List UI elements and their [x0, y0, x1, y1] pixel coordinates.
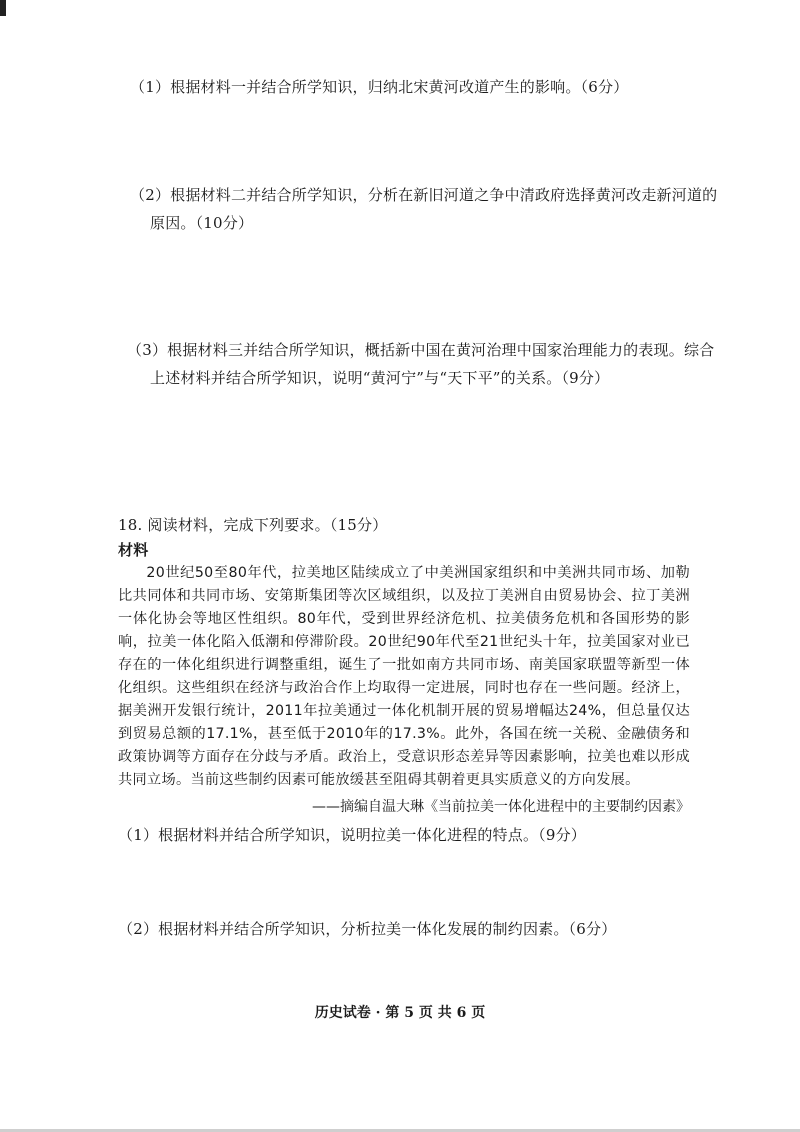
- scan-mark: [0, 0, 6, 16]
- page-footer: 历史试卷 · 第 5 页 共 6 页: [314, 1005, 486, 1021]
- question-18-1: （1）根据材料并结合所学知识，说明拉美一体化进程的特点。（9分）: [118, 826, 586, 844]
- question-18-heading: 18. 阅读材料，完成下列要求。（15分）: [118, 516, 388, 534]
- material-source: ——摘编自温大琳《当前拉美一体化进程中的主要制约因素》: [312, 799, 690, 815]
- question-17-3-line2: 上述材料并结合所学知识，说明“黄河宁”与“天下平”的关系。（9分）: [150, 369, 610, 387]
- question-17-3-line1: （3）根据材料三并结合所学知识，概括新中国在黄河治理中国家治理能力的表现。综合: [127, 341, 715, 359]
- question-17-2-line1: （2）根据材料二并结合所学知识，分析在新旧河道之争中清政府选择黄河改走新河道的: [130, 186, 718, 204]
- question-17-2-line2: 原因。（10分）: [150, 214, 254, 232]
- material-label: 材料: [118, 541, 149, 559]
- question-18-2: （2）根据材料并结合所学知识，分析拉美一体化发展的制约因素。（6分）: [118, 920, 617, 938]
- material-text: 20世纪50至80年代，拉美地区陆续成立了中美洲国家组织和中美洲共同市场、加勒比共同体和共同市场、安第斯集团等次区域组织，以及拉丁美洲自由贸易协会、拉丁美洲一体化协会等地区性组织。80年代，受到世界经济危机、拉美债务危机和各国形势的影响，拉美一体化陷入低潮和停滞阶段。20世纪90年代至21世纪头十年，拉美国家对业已存在的一体化组织进行调整重组，诞生了一批如南方共同市场、南美国家联盟等新型一体化组织。这些组织在经济与政治合作上均取得一定进展，同时也存在一些问题。经济上，据美洲开发银行统计，2011年拉美通过一体化机制开展的贸易增幅达24%，但总量仅达到贸易总额的17.1%，甚至低于2010年的17.3%。此外，各国在统一关税、金融债务和政策协调等方面存在分歧与矛盾。政治上，受意识形态差异等因素影响，拉美也难以形成共同立场。当前这些制约因素可能放缓甚至阻碍其朝着更具实质意义的方向发展。: [118, 565, 690, 788]
- question-17-1: （1）根据材料一并结合所学知识，归纳北宋黄河改道产生的影响。（6分）: [130, 78, 629, 96]
